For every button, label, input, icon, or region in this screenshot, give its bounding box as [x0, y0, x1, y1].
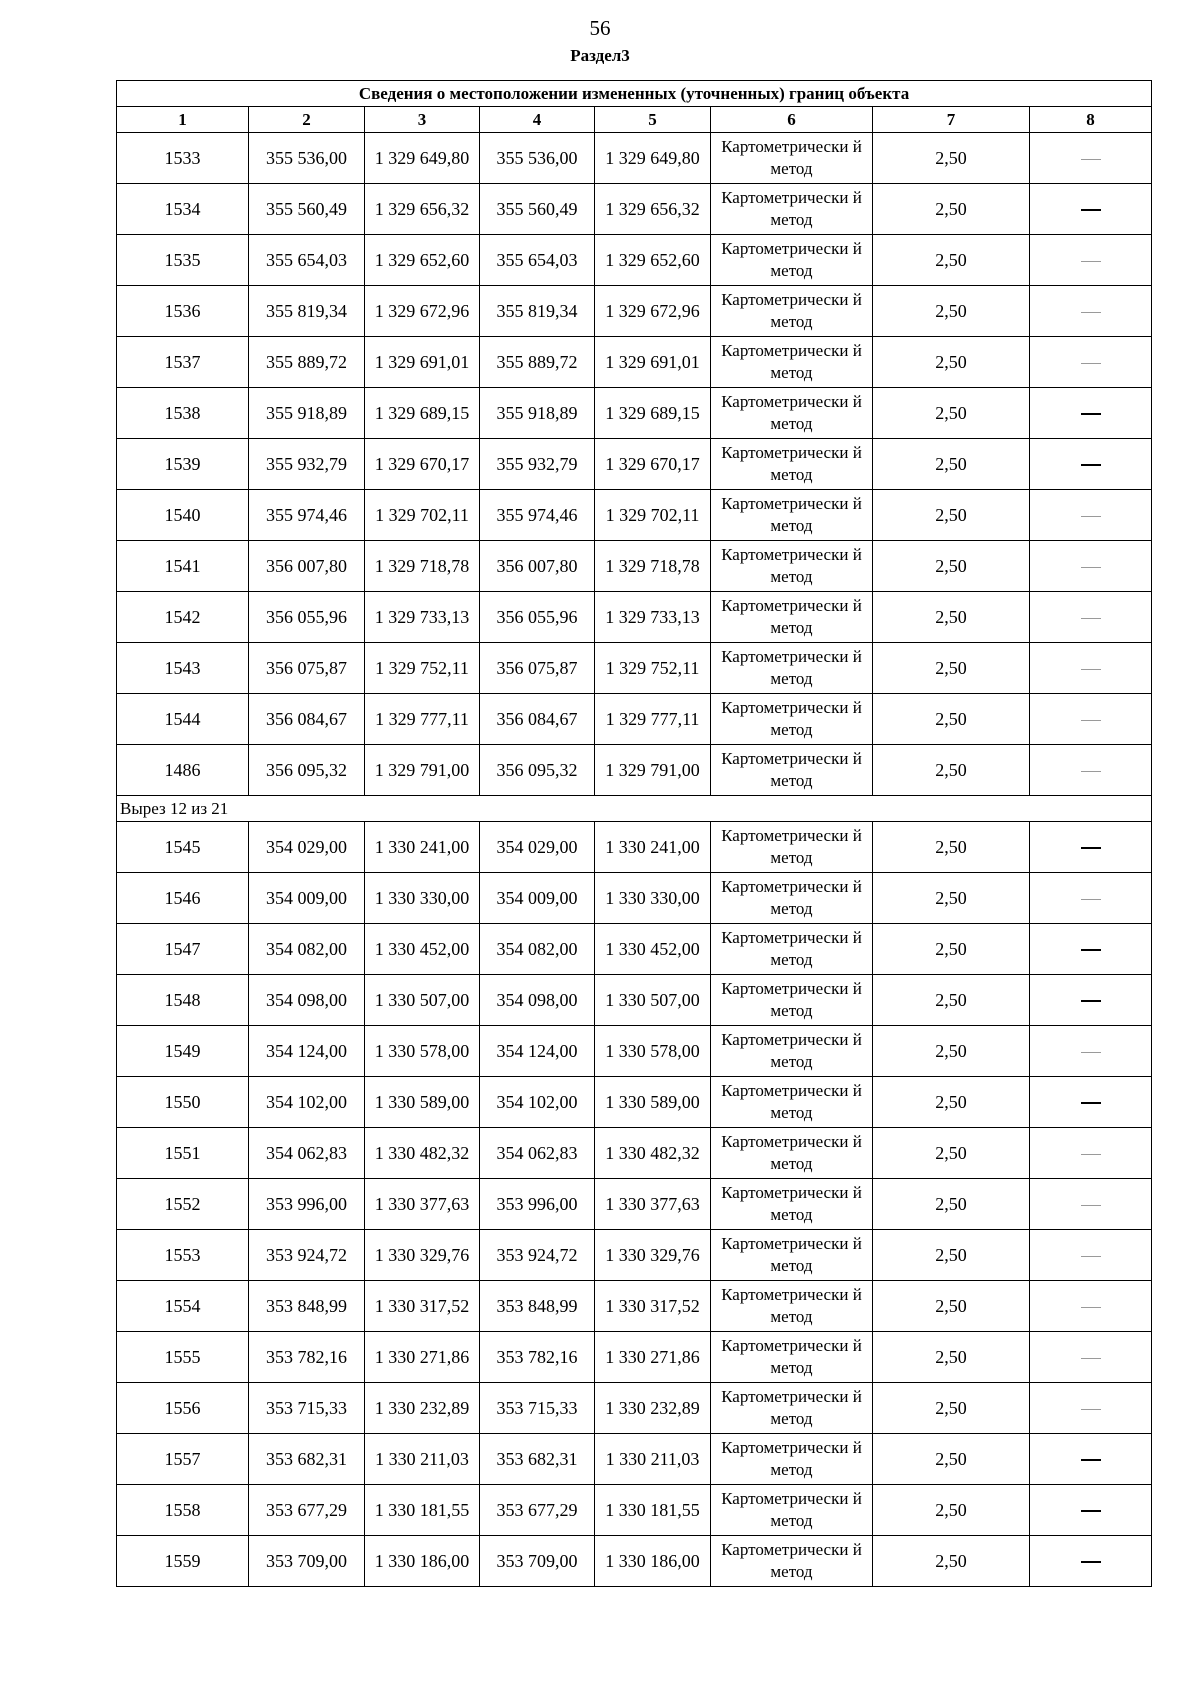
point-number: 1556 [117, 1383, 249, 1434]
coord-y-new: 1 329 733,13 [595, 592, 711, 643]
coord-x-new: 353 848,99 [480, 1281, 595, 1332]
coord-y-existing: 1 330 578,00 [365, 1026, 480, 1077]
description-cell [1030, 286, 1152, 337]
coord-x-new: 354 098,00 [480, 975, 595, 1026]
coord-y-new: 1 329 718,78 [595, 541, 711, 592]
table-row [117, 184, 1152, 235]
description-cell [1030, 1230, 1152, 1281]
coord-y-existing: 1 329 718,78 [365, 541, 480, 592]
coord-x-new: 353 996,00 [480, 1179, 595, 1230]
dash-mark [1081, 209, 1101, 211]
coord-x-new: 355 654,03 [480, 235, 595, 286]
coord-x-existing: 353 782,16 [249, 1332, 365, 1383]
method-cell: Картометрически й метод [711, 1536, 873, 1587]
coord-x-new: 354 029,00 [480, 822, 595, 873]
accuracy-cell: 2,50 [873, 1026, 1030, 1077]
coord-x-existing: 353 715,33 [249, 1383, 365, 1434]
coord-y-existing: 1 329 649,80 [365, 133, 480, 184]
method-cell: Картометрически й метод [711, 1281, 873, 1332]
table-row [117, 1434, 1152, 1485]
coord-x-existing: 355 819,34 [249, 286, 365, 337]
table-row [117, 1281, 1152, 1332]
column-header: 2 [249, 107, 365, 133]
coord-y-new: 1 330 181,55 [595, 1485, 711, 1536]
accuracy-cell: 2,50 [873, 1281, 1030, 1332]
dash-mark [1081, 618, 1101, 619]
dash-mark [1081, 669, 1101, 670]
coord-x-new: 353 782,16 [480, 1332, 595, 1383]
description-cell [1030, 745, 1152, 796]
method-cell: Картометрически й метод [711, 337, 873, 388]
table-row [117, 873, 1152, 924]
point-number: 1555 [117, 1332, 249, 1383]
coord-x-new: 355 974,46 [480, 490, 595, 541]
coord-x-existing: 355 654,03 [249, 235, 365, 286]
dash-mark [1081, 1358, 1101, 1359]
method-cell: Картометрически й метод [711, 1128, 873, 1179]
description-cell [1030, 1332, 1152, 1383]
method-cell: Картометрически й метод [711, 1077, 873, 1128]
description-cell [1030, 1485, 1152, 1536]
description-cell [1030, 388, 1152, 439]
accuracy-cell: 2,50 [873, 592, 1030, 643]
table-row [117, 388, 1152, 439]
coord-y-existing: 1 330 482,32 [365, 1128, 480, 1179]
accuracy-cell: 2,50 [873, 1536, 1030, 1587]
coord-y-existing: 1 329 670,17 [365, 439, 480, 490]
accuracy-cell: 2,50 [873, 1179, 1030, 1230]
description-cell [1030, 1383, 1152, 1434]
column-header: 8 [1030, 107, 1152, 133]
coord-x-existing: 355 536,00 [249, 133, 365, 184]
coord-y-new: 1 330 232,89 [595, 1383, 711, 1434]
coord-y-new: 1 329 691,01 [595, 337, 711, 388]
method-cell: Картометрически й метод [711, 873, 873, 924]
coord-y-existing: 1 329 777,11 [365, 694, 480, 745]
point-number: 1536 [117, 286, 249, 337]
point-number: 1554 [117, 1281, 249, 1332]
coord-x-new: 356 095,32 [480, 745, 595, 796]
coord-x-new: 353 677,29 [480, 1485, 595, 1536]
coord-y-new: 1 329 791,00 [595, 745, 711, 796]
dash-mark [1081, 899, 1101, 900]
coord-y-new: 1 330 452,00 [595, 924, 711, 975]
accuracy-cell: 2,50 [873, 541, 1030, 592]
accuracy-cell: 2,50 [873, 1383, 1030, 1434]
dash-mark [1081, 567, 1101, 568]
accuracy-cell: 2,50 [873, 1332, 1030, 1383]
coord-y-existing: 1 329 691,01 [365, 337, 480, 388]
coord-x-existing: 355 560,49 [249, 184, 365, 235]
coord-x-new: 353 715,33 [480, 1383, 595, 1434]
coord-x-new: 353 682,31 [480, 1434, 595, 1485]
coord-y-existing: 1 329 752,11 [365, 643, 480, 694]
coord-y-new: 1 330 271,86 [595, 1332, 711, 1383]
coord-y-existing: 1 330 186,00 [365, 1536, 480, 1587]
coord-y-new: 1 329 777,11 [595, 694, 711, 745]
description-cell [1030, 643, 1152, 694]
coord-y-existing: 1 330 232,89 [365, 1383, 480, 1434]
accuracy-cell: 2,50 [873, 1077, 1030, 1128]
dash-mark [1081, 261, 1101, 262]
description-cell [1030, 439, 1152, 490]
dash-mark [1081, 1256, 1101, 1257]
section-title: Раздел3 [570, 46, 630, 65]
column-header: 4 [480, 107, 595, 133]
table-title-row [117, 81, 1152, 107]
coord-y-existing: 1 330 330,00 [365, 873, 480, 924]
coord-x-new: 355 932,79 [480, 439, 595, 490]
coord-y-new: 1 329 670,17 [595, 439, 711, 490]
coord-x-existing: 356 075,87 [249, 643, 365, 694]
coord-x-existing: 355 974,46 [249, 490, 365, 541]
coord-x-new: 353 709,00 [480, 1536, 595, 1587]
dash-mark [1081, 720, 1101, 721]
coord-x-existing: 354 098,00 [249, 975, 365, 1026]
coord-y-new: 1 329 752,11 [595, 643, 711, 694]
table-row [117, 1077, 1152, 1128]
method-cell: Картометрически й метод [711, 694, 873, 745]
coord-x-existing: 355 889,72 [249, 337, 365, 388]
table-row [117, 1536, 1152, 1587]
point-number: 1538 [117, 388, 249, 439]
description-cell [1030, 235, 1152, 286]
coord-x-new: 354 062,83 [480, 1128, 595, 1179]
accuracy-cell: 2,50 [873, 643, 1030, 694]
coord-x-existing: 353 709,00 [249, 1536, 365, 1587]
column-header: 3 [365, 107, 480, 133]
accuracy-cell: 2,50 [873, 822, 1030, 873]
method-cell: Картометрически й метод [711, 133, 873, 184]
coord-y-new: 1 329 672,96 [595, 286, 711, 337]
accuracy-cell: 2,50 [873, 1128, 1030, 1179]
coord-y-existing: 1 329 656,32 [365, 184, 480, 235]
coord-x-existing: 354 009,00 [249, 873, 365, 924]
description-cell [1030, 490, 1152, 541]
coord-x-existing: 353 924,72 [249, 1230, 365, 1281]
point-number: 1551 [117, 1128, 249, 1179]
dash-mark [1081, 413, 1101, 415]
coord-x-existing: 355 918,89 [249, 388, 365, 439]
description-cell [1030, 541, 1152, 592]
coord-y-new: 1 329 656,32 [595, 184, 711, 235]
description-cell [1030, 1536, 1152, 1587]
point-number: 1541 [117, 541, 249, 592]
coord-x-existing: 354 082,00 [249, 924, 365, 975]
dash-mark [1081, 1409, 1101, 1410]
accuracy-cell: 2,50 [873, 490, 1030, 541]
accuracy-cell: 2,50 [873, 694, 1030, 745]
point-number: 1549 [117, 1026, 249, 1077]
point-number: 1548 [117, 975, 249, 1026]
description-cell [1030, 1179, 1152, 1230]
description-cell [1030, 337, 1152, 388]
table-row [117, 924, 1152, 975]
coord-y-new: 1 330 186,00 [595, 1536, 711, 1587]
method-cell: Картометрически й метод [711, 1383, 873, 1434]
coord-x-existing: 354 102,00 [249, 1077, 365, 1128]
table-row [117, 490, 1152, 541]
table-row [117, 133, 1152, 184]
coord-x-new: 355 560,49 [480, 184, 595, 235]
coord-x-new: 356 084,67 [480, 694, 595, 745]
coord-x-new: 355 819,34 [480, 286, 595, 337]
table-row [117, 439, 1152, 490]
method-cell: Картометрически й метод [711, 1332, 873, 1383]
method-cell: Картометрически й метод [711, 439, 873, 490]
coord-x-new: 356 055,96 [480, 592, 595, 643]
coord-y-existing: 1 329 733,13 [365, 592, 480, 643]
coord-y-new: 1 330 507,00 [595, 975, 711, 1026]
dash-mark [1081, 516, 1101, 517]
point-number: 1550 [117, 1077, 249, 1128]
point-number: 1533 [117, 133, 249, 184]
dash-mark [1081, 1000, 1101, 1002]
coord-x-existing: 353 682,31 [249, 1434, 365, 1485]
table-row [117, 694, 1152, 745]
coord-y-existing: 1 330 211,03 [365, 1434, 480, 1485]
method-cell: Картометрически й метод [711, 286, 873, 337]
dash-mark [1081, 1561, 1101, 1563]
accuracy-cell: 2,50 [873, 337, 1030, 388]
coord-y-new: 1 329 689,15 [595, 388, 711, 439]
dash-mark [1081, 363, 1101, 364]
table-row [117, 822, 1152, 873]
point-number: 1534 [117, 184, 249, 235]
table-row [117, 1383, 1152, 1434]
column-header: 6 [711, 107, 873, 133]
coord-y-existing: 1 330 589,00 [365, 1077, 480, 1128]
accuracy-cell: 2,50 [873, 286, 1030, 337]
coord-y-new: 1 330 589,00 [595, 1077, 711, 1128]
table-row [117, 592, 1152, 643]
description-cell [1030, 184, 1152, 235]
description-cell [1030, 1434, 1152, 1485]
coord-y-new: 1 330 330,00 [595, 873, 711, 924]
coord-y-existing: 1 330 271,86 [365, 1332, 480, 1383]
method-cell: Картометрически й метод [711, 235, 873, 286]
dash-mark [1081, 949, 1101, 951]
table-row [117, 1179, 1152, 1230]
coord-x-existing: 354 124,00 [249, 1026, 365, 1077]
coord-x-existing: 353 677,29 [249, 1485, 365, 1536]
table-row [117, 1230, 1152, 1281]
point-number: 1537 [117, 337, 249, 388]
method-cell: Картометрически й метод [711, 1179, 873, 1230]
table-row [117, 1128, 1152, 1179]
coord-x-new: 354 124,00 [480, 1026, 595, 1077]
coord-y-existing: 1 330 377,63 [365, 1179, 480, 1230]
dash-mark [1081, 1205, 1101, 1206]
accuracy-cell: 2,50 [873, 1485, 1030, 1536]
point-number: 1547 [117, 924, 249, 975]
dash-mark [1081, 1510, 1101, 1512]
dash-mark [1081, 1102, 1101, 1104]
group-separator-row [117, 796, 1152, 822]
method-cell: Картометрически й метод [711, 975, 873, 1026]
coord-y-new: 1 330 377,63 [595, 1179, 711, 1230]
table-row [117, 235, 1152, 286]
method-cell: Картометрически й метод [711, 822, 873, 873]
coord-x-existing: 356 095,32 [249, 745, 365, 796]
dash-mark [1081, 1307, 1101, 1308]
coordinates-table [116, 80, 1152, 1587]
point-number: 1539 [117, 439, 249, 490]
coord-x-new: 355 918,89 [480, 388, 595, 439]
accuracy-cell: 2,50 [873, 388, 1030, 439]
description-cell [1030, 822, 1152, 873]
method-cell: Картометрически й метод [711, 184, 873, 235]
accuracy-cell: 2,50 [873, 873, 1030, 924]
method-cell: Картометрически й метод [711, 592, 873, 643]
description-cell [1030, 1281, 1152, 1332]
dash-mark [1081, 464, 1101, 466]
coord-y-new: 1 330 241,00 [595, 822, 711, 873]
point-number: 1544 [117, 694, 249, 745]
point-number: 1542 [117, 592, 249, 643]
column-header: 1 [117, 107, 249, 133]
coord-y-existing: 1 329 791,00 [365, 745, 480, 796]
coord-x-new: 356 007,80 [480, 541, 595, 592]
table-row [117, 1332, 1152, 1383]
coord-y-new: 1 329 652,60 [595, 235, 711, 286]
table-row [117, 745, 1152, 796]
coord-y-existing: 1 330 241,00 [365, 822, 480, 873]
description-cell [1030, 873, 1152, 924]
coord-x-new: 355 536,00 [480, 133, 595, 184]
coord-x-existing: 356 084,67 [249, 694, 365, 745]
method-cell: Картометрически й метод [711, 924, 873, 975]
description-cell [1030, 1128, 1152, 1179]
coord-y-new: 1 330 578,00 [595, 1026, 711, 1077]
coord-x-new: 356 075,87 [480, 643, 595, 694]
point-number: 1552 [117, 1179, 249, 1230]
dash-mark [1081, 312, 1101, 313]
accuracy-cell: 2,50 [873, 133, 1030, 184]
coord-y-existing: 1 329 672,96 [365, 286, 480, 337]
coord-x-existing: 356 055,96 [249, 592, 365, 643]
point-number: 1558 [117, 1485, 249, 1536]
table-body [117, 133, 1152, 1587]
description-cell [1030, 694, 1152, 745]
coord-x-existing: 354 029,00 [249, 822, 365, 873]
point-number: 1486 [117, 745, 249, 796]
table-row [117, 286, 1152, 337]
coord-y-new: 1 330 482,32 [595, 1128, 711, 1179]
coord-y-new: 1 330 317,52 [595, 1281, 711, 1332]
method-cell: Картометрически й метод [711, 1434, 873, 1485]
coord-y-new: 1 329 649,80 [595, 133, 711, 184]
coord-y-new: 1 330 329,76 [595, 1230, 711, 1281]
coord-x-new: 354 009,00 [480, 873, 595, 924]
accuracy-cell: 2,50 [873, 235, 1030, 286]
description-cell [1030, 592, 1152, 643]
table-row [117, 1485, 1152, 1536]
point-number: 1546 [117, 873, 249, 924]
point-number: 1553 [117, 1230, 249, 1281]
page-number: 56 [589, 16, 611, 40]
coord-x-existing: 353 848,99 [249, 1281, 365, 1332]
coord-y-existing: 1 330 181,55 [365, 1485, 480, 1536]
dash-mark [1081, 847, 1101, 849]
column-header: 7 [873, 107, 1030, 133]
coord-x-existing: 354 062,83 [249, 1128, 365, 1179]
accuracy-cell: 2,50 [873, 924, 1030, 975]
group-separator: Вырез 12 из 21 [117, 796, 1152, 822]
dash-mark [1081, 1052, 1101, 1053]
accuracy-cell: 2,50 [873, 1230, 1030, 1281]
table-row [117, 541, 1152, 592]
method-cell: Картометрически й метод [711, 745, 873, 796]
point-number: 1557 [117, 1434, 249, 1485]
coord-x-new: 353 924,72 [480, 1230, 595, 1281]
coord-y-existing: 1 330 452,00 [365, 924, 480, 975]
accuracy-cell: 2,50 [873, 745, 1030, 796]
description-cell [1030, 133, 1152, 184]
method-cell: Картометрически й метод [711, 1485, 873, 1536]
coord-x-new: 355 889,72 [480, 337, 595, 388]
method-cell: Картометрически й метод [711, 541, 873, 592]
dash-mark [1081, 1459, 1101, 1461]
point-number: 1559 [117, 1536, 249, 1587]
coord-y-existing: 1 330 329,76 [365, 1230, 480, 1281]
description-cell [1030, 1026, 1152, 1077]
coord-y-new: 1 330 211,03 [595, 1434, 711, 1485]
coord-x-existing: 355 932,79 [249, 439, 365, 490]
table-row [117, 975, 1152, 1026]
column-header: 5 [595, 107, 711, 133]
point-number: 1535 [117, 235, 249, 286]
table-row [117, 643, 1152, 694]
coord-y-existing: 1 329 652,60 [365, 235, 480, 286]
point-number: 1545 [117, 822, 249, 873]
coord-x-existing: 356 007,80 [249, 541, 365, 592]
coord-x-new: 354 102,00 [480, 1077, 595, 1128]
method-cell: Картометрически й метод [711, 643, 873, 694]
accuracy-cell: 2,50 [873, 1434, 1030, 1485]
coord-y-existing: 1 329 702,11 [365, 490, 480, 541]
coord-y-new: 1 329 702,11 [595, 490, 711, 541]
dash-mark [1081, 1154, 1101, 1155]
table-row [117, 337, 1152, 388]
point-number: 1543 [117, 643, 249, 694]
accuracy-cell: 2,50 [873, 184, 1030, 235]
coord-x-existing: 353 996,00 [249, 1179, 365, 1230]
method-cell: Картометрически й метод [711, 388, 873, 439]
table-title: Сведения о местоположении измененных (уточненных) границ объекта [117, 81, 1152, 107]
method-cell: Картометрически й метод [711, 490, 873, 541]
point-number: 1540 [117, 490, 249, 541]
dash-mark [1081, 159, 1101, 160]
column-header-row [117, 107, 1152, 133]
description-cell [1030, 924, 1152, 975]
description-cell [1030, 1077, 1152, 1128]
accuracy-cell: 2,50 [873, 975, 1030, 1026]
method-cell: Картометрически й метод [711, 1026, 873, 1077]
table-row [117, 1026, 1152, 1077]
accuracy-cell: 2,50 [873, 439, 1030, 490]
coord-y-existing: 1 330 507,00 [365, 975, 480, 1026]
method-cell: Картометрически й метод [711, 1230, 873, 1281]
dash-mark [1081, 771, 1101, 772]
coord-y-existing: 1 330 317,52 [365, 1281, 480, 1332]
coord-x-new: 354 082,00 [480, 924, 595, 975]
coord-y-existing: 1 329 689,15 [365, 388, 480, 439]
description-cell [1030, 975, 1152, 1026]
